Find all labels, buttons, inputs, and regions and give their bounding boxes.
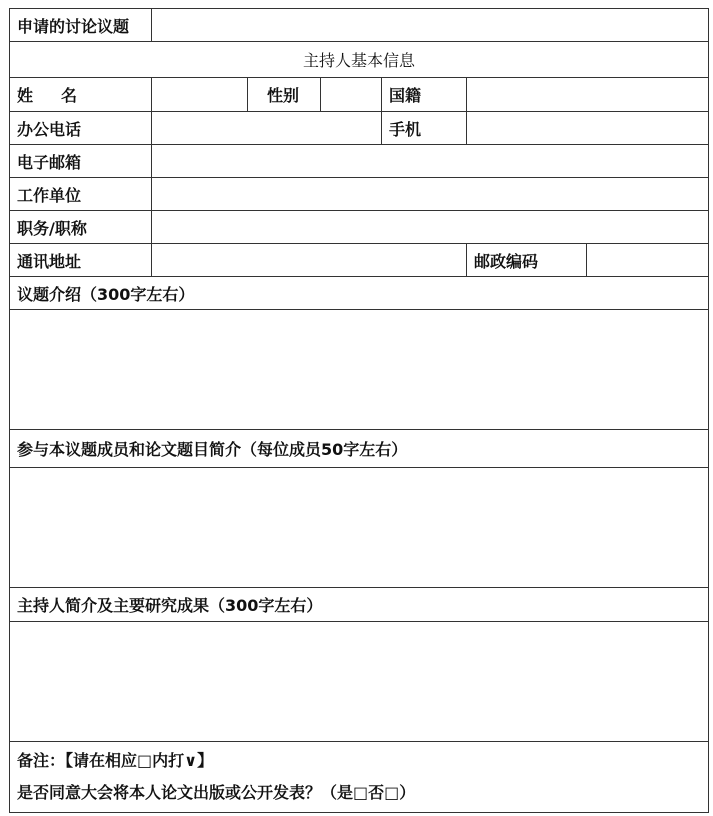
form-table — [9, 8, 709, 813]
email-label: 电子邮箱 — [10, 145, 152, 178]
name-label — [10, 78, 152, 112]
row-topic-intro-area — [10, 310, 709, 430]
topic-intro-area[interactable] — [10, 310, 709, 430]
host-bio-area[interactable] — [10, 622, 709, 742]
row-notes — [10, 742, 709, 813]
topic-field[interactable] — [152, 9, 709, 42]
employer-field[interactable] — [152, 178, 709, 211]
members-label: 参与本议题成员和论文题目简介（每位成员50字左右） — [10, 430, 709, 468]
postcode-field[interactable] — [587, 244, 709, 277]
gender-field[interactable] — [321, 78, 382, 112]
employer-label: 工作单位 — [10, 178, 152, 211]
row-phone — [10, 112, 709, 145]
address-field[interactable] — [152, 244, 467, 277]
office-phone-label: 办公电话 — [10, 112, 152, 145]
topic-intro-label: 议题介绍（300字左右） — [10, 277, 709, 310]
row-name — [10, 78, 709, 112]
postcode-label: 邮政编码 — [467, 244, 587, 277]
row-host-bio-area — [10, 622, 709, 742]
row-topic-intro-label — [10, 277, 709, 310]
title-field[interactable] — [152, 211, 709, 244]
host-info-header: 主持人基本信息 — [10, 42, 709, 78]
title-label: 职务/职称 — [10, 211, 152, 244]
publish-question: 是否同意大会将本人论文出版或公开发表？（是□否□） — [17, 783, 416, 802]
members-area[interactable] — [10, 468, 709, 588]
topic-label: 申请的讨论议题 — [10, 9, 152, 42]
application-form — [9, 8, 708, 813]
row-topic — [10, 9, 709, 42]
row-address — [10, 244, 709, 277]
nationality-label: 国籍 — [382, 78, 467, 112]
row-members-label — [10, 430, 709, 468]
office-phone-field[interactable] — [152, 112, 382, 145]
row-title — [10, 211, 709, 244]
nationality-field[interactable] — [467, 78, 709, 112]
mobile-label: 手机 — [382, 112, 467, 145]
note-instruction: 备注：【请在相应□内打∨】 — [17, 751, 214, 770]
name-label-first: 姓 — [17, 86, 34, 105]
name-label-second: 名 — [61, 86, 78, 105]
host-bio-label: 主持人简介及主要研究成果（300字左右） — [10, 588, 709, 622]
row-members-area — [10, 468, 709, 588]
email-field[interactable] — [152, 145, 709, 178]
address-label: 通讯地址 — [10, 244, 152, 277]
mobile-field[interactable] — [467, 112, 709, 145]
row-email — [10, 145, 709, 178]
name-field[interactable] — [152, 78, 248, 112]
notes-cell — [10, 742, 709, 813]
gender-label: 性别 — [248, 78, 321, 112]
row-host-header — [10, 42, 709, 78]
row-host-bio-label — [10, 588, 709, 622]
row-employer — [10, 178, 709, 211]
